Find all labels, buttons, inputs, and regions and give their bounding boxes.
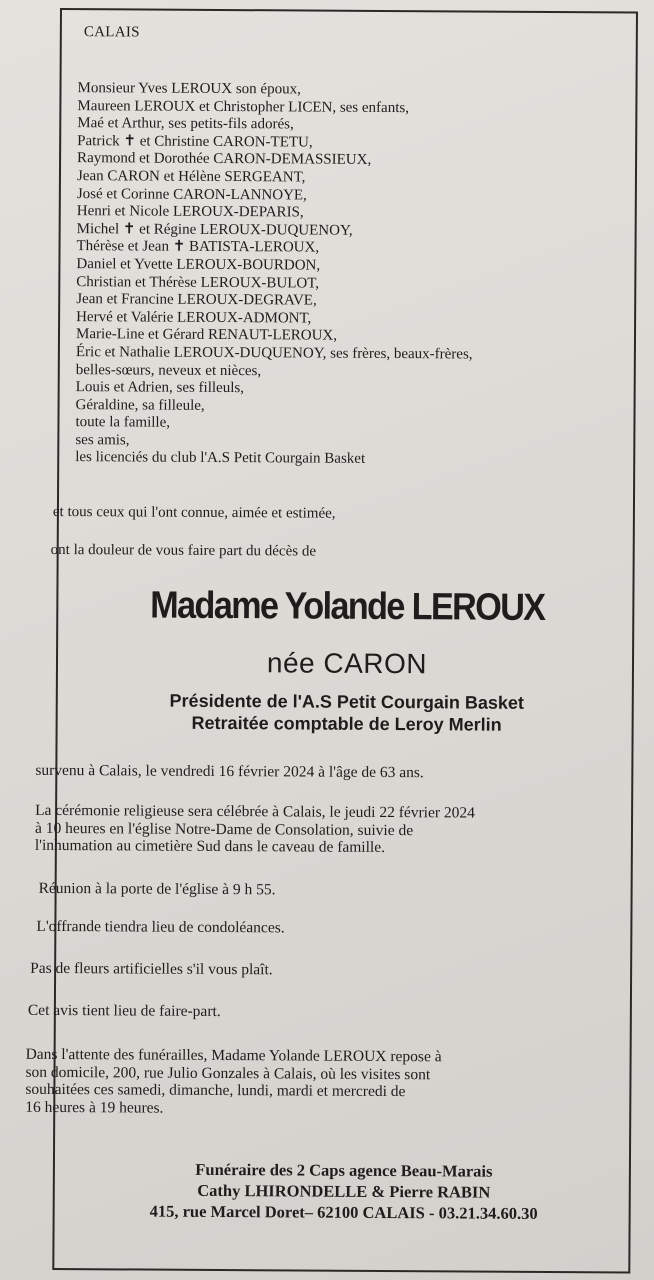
family-line: toute la famille, (75, 414, 171, 431)
ceremony-paragraph (35, 802, 631, 858)
repose-line: souhaitées ces samedi, dimanche, lundi, mardi et mercredi de (25, 1080, 406, 1101)
deceased-name: Madame Yolande LEROUX (150, 584, 545, 629)
family-line: Géraldine, sa filleule, (75, 396, 205, 414)
family-line: ses amis, (75, 431, 130, 449)
family-line: Jean CARON et Hélène SERGEANT, (76, 168, 306, 186)
city-heading: CALAIS (83, 24, 140, 41)
family-line: Jean et Francine LEROUX-DEGRAVE, (76, 291, 317, 309)
flowers-line: Pas de fleurs artificielles s'il vous plaît. (30, 959, 273, 979)
death-line: survenu à Calais, le vendredi 16 février 2024 à l'âge de 63 ans. (35, 761, 424, 782)
family-line: les licenciés du club l'A.S Petit Courgain Basket (75, 449, 366, 468)
family-line: Éric et Nathalie LEROUX-DUQUENOY, ses frères, beaux-frères, (75, 344, 473, 363)
role-president: Présidente de l'A.S Petit Courgain Basket (169, 690, 525, 713)
repose-line: 16 heures à 19 heures. (25, 1098, 164, 1117)
family-line: Marie-Line et Gérard RENAUT-LEROUX, (75, 326, 338, 345)
funeral-home-address: 415, rue Marcel Doret– 62100 CALAIS - 03.21.34.60.30 (149, 1201, 538, 1223)
also-line: et tous ceux qui l'ont connue, aimée et estimée, (52, 503, 336, 522)
family-line: Patrick ✝ et Christine CARON-TETU, (77, 132, 313, 151)
meeting-line: Réunion à la porte de l'église à 9 h 55. (38, 879, 276, 899)
family-line: Louis et Adrien, ses filleuls, (75, 379, 245, 397)
family-line: Monsieur Yves LEROUX son époux, (77, 80, 301, 98)
obituary-notice (25, 8, 638, 1274)
family-line: Thérèse et Jean ✝ BATISTA-LEROUX, (76, 238, 320, 256)
family-list (75, 80, 627, 470)
announce-line: ont la douleur de vous faire part du décès de (50, 541, 317, 560)
family-line: Raymond et Dorothée CARON-DEMASSIEUX, (77, 150, 372, 169)
ceremony-line: La cérémonie religieuse sera célébrée à Calais, le jeudi 22 février 2024 (35, 801, 475, 822)
ceremony-line: l'inhumation au cimetière Sud dans le caveau de famille. (34, 836, 386, 857)
role-retired: Retraitée comptable de Leroy Merlin (191, 712, 502, 735)
family-line: Daniel et Yvette LEROUX-BOURDON, (76, 256, 321, 274)
funeral-home-block (55, 1158, 633, 1225)
family-line: Hervé et Valérie LEROUX-ADMONT, (76, 308, 312, 327)
repose-paragraph (25, 1046, 629, 1120)
offering-line: L'offrande tiendra lieu de condoléances. (36, 917, 285, 937)
repose-line: son domicile, 200, rue Julio Gonzales à Calais, où les visites sont (25, 1063, 431, 1083)
family-line: Henri et Nicole LEROUX-DEPARIS, (76, 203, 304, 221)
ceremony-line: à 10 heures en l'église Notre-Dame de Consolation, suivie de (34, 819, 414, 839)
family-line: Maureen LEROUX et Christopher LICEN, ses enfants, (77, 97, 410, 116)
family-line: José et Corinne CARON-LANNOYE, (76, 185, 307, 204)
family-line: Maé et Arthur, ses petits-fils adorés, (77, 115, 294, 133)
family-line: belles-sœurs, neveux et nièces, (75, 361, 262, 379)
family-line: Christian et Thérèse LEROUX-BULOT, (76, 273, 320, 292)
family-line: Michel ✝ et Régine LEROUX-DUQUENOY, (76, 220, 353, 239)
funeral-home-staff: Cathy LHIRONDELLE & Pierre RABIN (197, 1180, 491, 1202)
maiden-name: née CARON (266, 647, 428, 680)
repose-line: Dans l'attente des funérailles, Madame Yolande LEROUX repose à (25, 1045, 442, 1066)
funeral-home-name: Funéraire des 2 Caps agence Beau-Marais (195, 1159, 493, 1181)
notice-line: Cet avis tient lieu de faire-part. (27, 1001, 221, 1021)
